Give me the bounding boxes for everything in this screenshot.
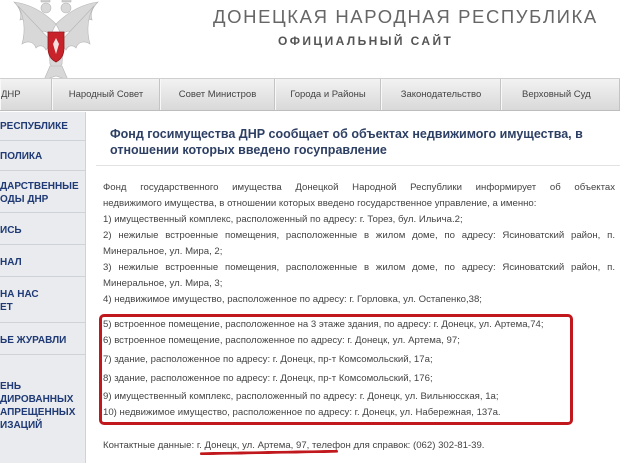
list-item: 9) имущественный комплекс, расположенный по адресу: г. Донецк, ул. Вильнюсская, 1а; [103,391,499,402]
article-intro-line: недвижимого имущества, в отношении которых введено государственное управление, а именно: [103,198,537,209]
sidebar-divider [0,276,86,277]
sidebar-item-sign-up[interactable]: ИСЬ [0,225,22,236]
list-item: 6) встроенное помещение, расположенное по адресу: г. Донецк, ул. Артема, 97; [103,335,460,346]
headline-divider [96,165,620,166]
list-item-continuation: Минеральное, ул. Мира, 3; [103,278,223,289]
nav-item-legislation[interactable]: Законодательство [381,79,501,110]
article-headline: Фонд госимущества ДНР сообщает об объектах недвижимого имущества, в отношении которых введено госуправление [110,127,583,157]
sidebar-divider [0,322,86,323]
sidebar-divider [0,140,86,141]
nav-item-supreme-court[interactable]: Верховный Суд [501,79,620,110]
nav-item-dnr[interactable]: ДНР [0,79,52,110]
list-item: 2) нежилые встроенные помещения, расположенные в жилом доме, по адресу: Ясиноватский район, п. [103,230,615,241]
list-item: 4) недвижимое имущество, расположенное по адресу: г. Горловка, ул. Остапенко,38; [103,294,482,305]
sidebar-item-state-funds[interactable]: ДАРСТВЕННЫЕ ОДЫ ДНР [0,181,79,205]
sidebar-item-politics[interactable]: ПОЛИКА [0,151,43,162]
double-headed-eagle-emblem-icon[interactable] [8,0,104,82]
sidebar-item-banned-organizations[interactable]: ЕНЬ ДИРОВАННЫХ АПРЕЩЕННЫХ ИЗАЦИЙ [0,381,76,431]
sidebar-item-journal[interactable]: НАЛ [0,257,22,268]
sidebar-divider [0,212,86,213]
sidebar-item-cranes[interactable]: ЬЕ ЖУРАВЛИ [0,335,67,346]
nav-item-council-of-ministers[interactable]: Совет Министров [160,79,275,110]
list-item: 1) имущественный комплекс, расположенный по адресу: г. Торез, бул. Ильича.2; [103,214,463,225]
list-item: 10) недвижимое имущество, расположенное по адресу: г. Донецк, ул. Набережная, 137а. [103,407,501,418]
top-navigation [0,78,620,111]
list-item: 3) нежилые встроенные помещения, расположенные в жилом доме, по адресу: Ясиноватский район, п. [103,262,615,273]
nav-item-people-council[interactable]: Народный Совет [52,79,160,110]
sidebar-divider [0,170,86,171]
list-item: 7) здание, расположенное по адресу: г. Донецк, пр-т Комсомольский, 17а; [103,354,433,365]
sidebar-divider [0,354,86,355]
sidebar-divider [0,244,86,245]
contact-details: Контактные данные: г. Донецк, ул. Артема, 97, телефон для справок: (062) 302-81-39. [103,440,485,451]
nav-item-cities-districts[interactable]: Города и Районы [275,79,381,110]
article-intro-line: Фонд государственного имущества Донецкой Народной Республики информирует об объектах [103,182,615,193]
sidebar-menu [0,112,86,463]
list-item: 5) встроенное помещение, расположенное на 3 этаже здания, по адресу: г. Донецк, ул. Артема,74; [103,319,544,330]
red-highlight-box [99,314,573,425]
sidebar-item-about-us[interactable]: НА НАС ЕТ [0,289,39,313]
site-header [0,0,620,78]
site-title: ДОНЕЦКАЯ НАРОДНАЯ РЕСПУБЛИКА [213,6,598,27]
list-item: 8) здание, расположенное по адресу: г. Донецк, пр-т Комсомольский, 176; [103,373,433,384]
site-subtitle: ОФИЦИАЛЬНЫЙ САЙТ [278,34,454,48]
list-item-continuation: Минеральное, ул. Мира, 2; [103,246,223,257]
sidebar-item-republic[interactable]: РЕСПУБЛИКЕ [0,121,68,132]
